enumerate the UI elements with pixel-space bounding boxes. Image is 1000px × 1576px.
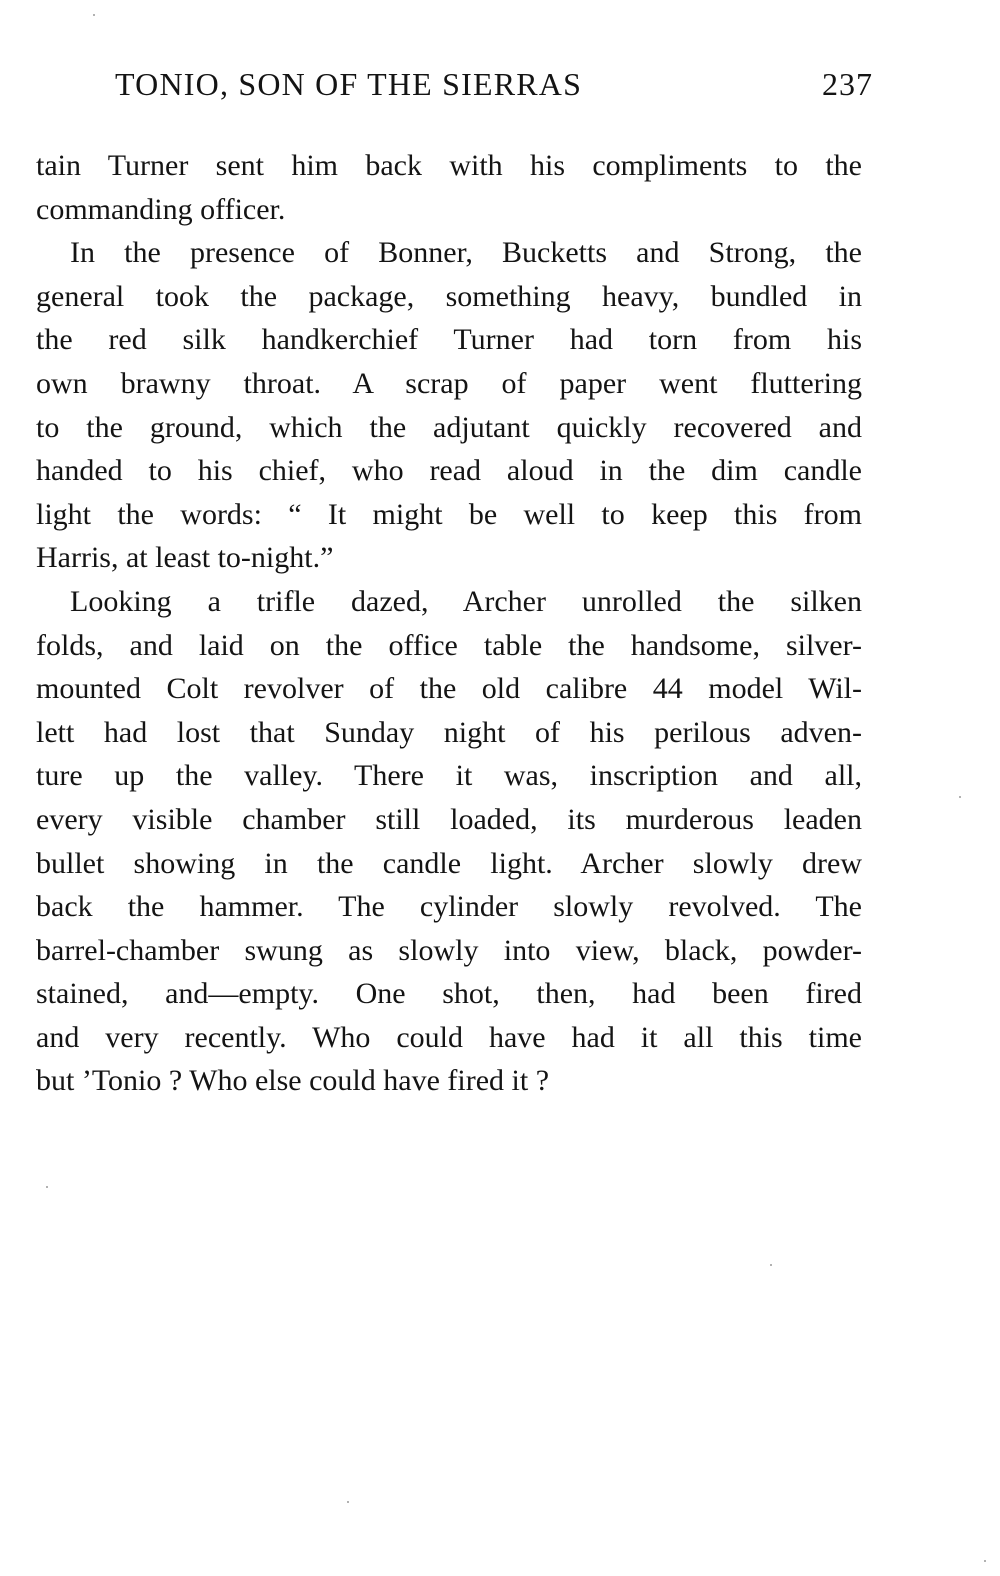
text-line: stained, and—empty. One shot, then, had been fired	[36, 977, 862, 1011]
text-line: tain Turner sent him back with his compliments to the	[36, 149, 862, 182]
text-line: and very recently. Who could have had it all this time	[36, 1020, 862, 1054]
text-line: folds, and laid on the office table the handsome, silver-	[36, 628, 862, 662]
text-line: mounted Colt revolver of the old calibre 44 model Wil-	[36, 672, 862, 706]
scan-speck	[347, 1501, 349, 1503]
scan-speck	[959, 796, 961, 798]
scan-speck	[46, 1186, 48, 1188]
running-head	[115, 64, 873, 104]
text-line: back the hammer. The cylinder slowly revolved. The	[36, 890, 862, 924]
body-text	[36, 144, 862, 1103]
text-line: general took the package, something heavy, bundled in	[36, 279, 862, 313]
scan-speck	[770, 1264, 772, 1266]
text-line: to the ground, which the adjutant quickly recovered and	[36, 410, 862, 444]
scan-speck	[93, 14, 95, 16]
text-line: handed to his chief, who read aloud in the dim candle	[36, 454, 862, 488]
text-line: the red silk handkerchief Turner had torn from his	[36, 323, 862, 357]
text-line: barrel-chamber swung as slowly into view, black, powder-	[36, 933, 862, 967]
text-line: but ’Tonio ? Who else could have fired it ?	[36, 1064, 550, 1098]
text-line: every visible chamber still loaded, its murderous leaden	[36, 802, 862, 836]
text-line: own brawny throat. A scrap of paper went fluttering	[36, 366, 862, 400]
scan-speck	[984, 1560, 986, 1562]
page-number: 237	[822, 66, 873, 102]
running-title: TONIO, SON OF THE SIERRAS	[115, 66, 583, 102]
text-line: lett had lost that Sunday night of his perilous adven-	[36, 715, 862, 749]
text-line: Looking a trifle dazed, Archer unrolled the silken	[70, 584, 862, 618]
text-line: In the presence of Bonner, Bucketts and Strong, the	[70, 236, 862, 270]
text-line: light the words: “ It might be well to keep this from	[36, 497, 862, 531]
text-line: ture up the valley. There it was, inscription and all,	[36, 759, 862, 793]
text-line: commanding officer.	[36, 192, 286, 226]
text-line: bullet showing in the candle light. Archer slowly drew	[36, 846, 862, 880]
text-line: Harris, at least to-night.”	[36, 541, 334, 575]
